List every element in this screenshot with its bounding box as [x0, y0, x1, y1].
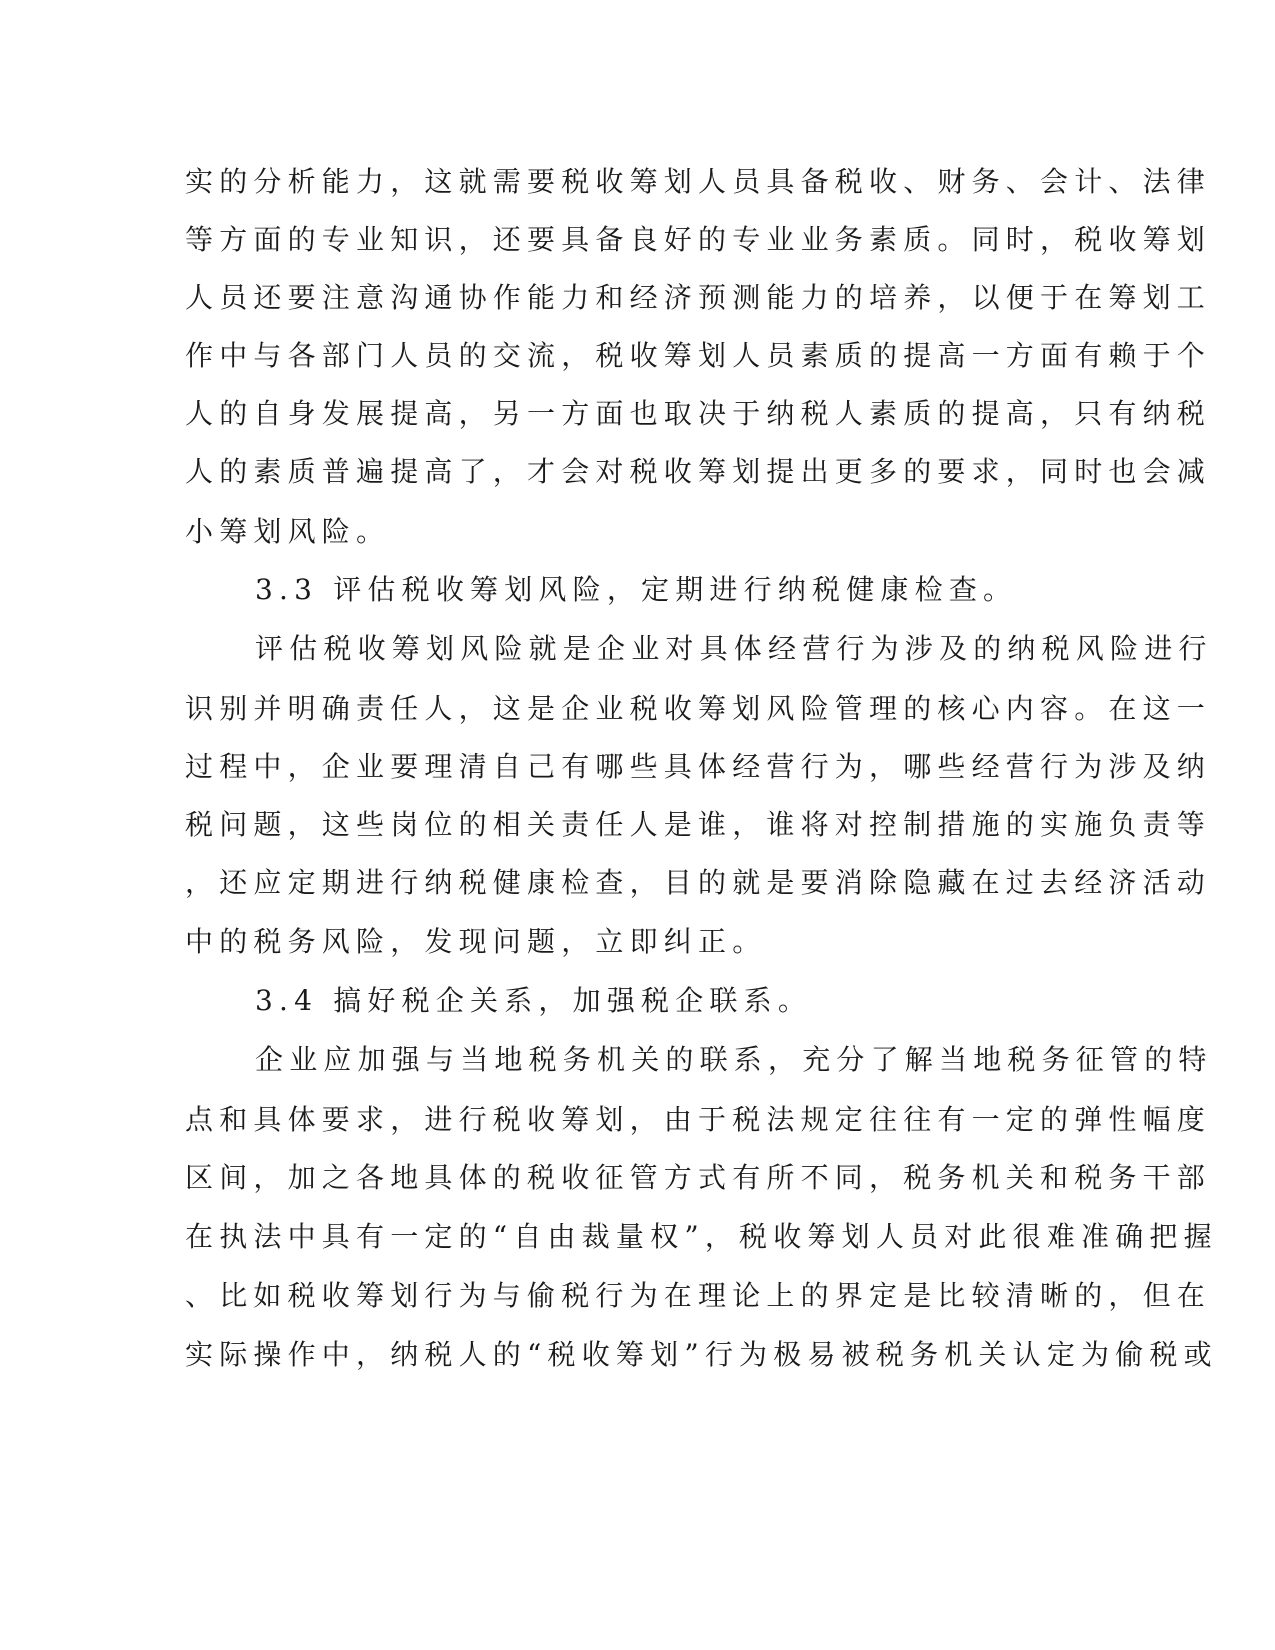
- text-line: 识别并明确责任人，这是企业税收筹划风险管理的核心内容。在这一: [185, 692, 1212, 725]
- text-line: 人的素质普遍提高了，才会对税收筹划提出更多的要求，同时也会减: [185, 455, 1212, 488]
- text-line: 评估税收筹划风险就是企业对具体经营行为涉及的纳税风险进行: [255, 632, 1213, 665]
- text-line: 、比如税收筹划行为与偷税行为在理论上的界定是比较清晰的，但在: [185, 1279, 1212, 1312]
- text-line: 人的自身发展提高，另一方面也取决于纳税人素质的提高，只有纳税: [185, 397, 1212, 430]
- text-line: ，还应定期进行纳税健康检查，目的就是要消除隐藏在过去经济活动: [185, 866, 1212, 899]
- text-line: 中的税务风险，发现问题，立即纠正。: [185, 925, 767, 958]
- text-line: 在执法中具有一定的“自由裁量权”，税收筹划人员对此很难准确把握: [185, 1220, 1218, 1253]
- text-line: 人员还要注意沟通协作能力和经济预测能力的培养，以便于在筹划工: [185, 281, 1212, 314]
- text-line: 实际操作中，纳税人的“税收筹划”行为极易被税务机关认定为偷税或: [185, 1338, 1218, 1371]
- text-line: 企业应加强与当地税务机关的联系，充分了解当地税务征管的特: [255, 1043, 1213, 1076]
- section-heading-3-4: 3.4 搞好税企关系，加强税企联系。: [255, 984, 813, 1017]
- section-heading-3-3: 3.3 评估税收筹划风险，定期进行纳税健康检查。: [255, 573, 1018, 606]
- text-line: 作中与各部门人员的交流，税收筹划人员素质的提高一方面有赖于个: [185, 339, 1212, 372]
- text-line: 税问题，这些岗位的相关责任人是谁，谁将对控制措施的实施负责等: [185, 808, 1212, 841]
- text-line: 小筹划风险。: [185, 515, 391, 548]
- text-line: 区间，加之各地具体的税收征管方式有所不同，税务机关和税务干部: [185, 1161, 1212, 1194]
- text-line: 过程中，企业要理清自己有哪些具体经营行为，哪些经营行为涉及纳: [185, 750, 1212, 783]
- text-line: 等方面的专业知识，还要具备良好的专业业务素质。同时，税收筹划: [185, 223, 1212, 256]
- text-line: 实的分析能力，这就需要税收筹划人员具备税收、财务、会计、法律: [185, 165, 1212, 198]
- text-line: 点和具体要求，进行税收筹划，由于税法规定往往有一定的弹性幅度: [185, 1103, 1212, 1136]
